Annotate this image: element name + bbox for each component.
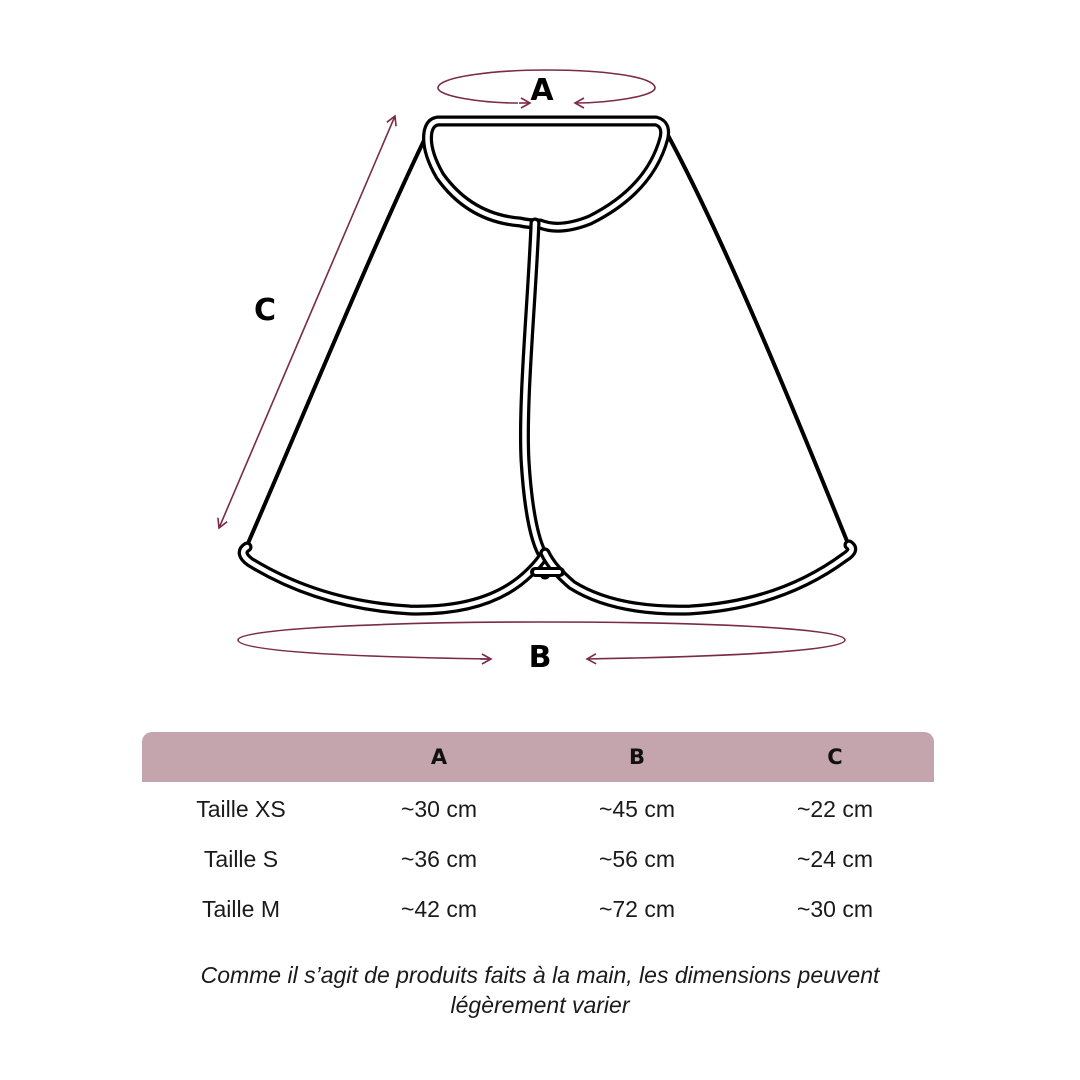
header-b: B	[538, 732, 736, 782]
value-b: ~56 cm	[598, 845, 676, 872]
value-b: ~45 cm	[598, 795, 676, 822]
measure-c-arrow	[306, 116, 395, 324]
label-a: A	[530, 73, 554, 108]
value-a: ~42 cm	[400, 895, 478, 922]
size-table	[142, 732, 934, 934]
measure-c	[219, 116, 395, 528]
table-row	[142, 782, 934, 834]
value-a: ~30 cm	[400, 795, 478, 822]
value-c: ~24 cm	[796, 845, 874, 872]
label-b: B	[528, 640, 552, 675]
table-row	[142, 884, 934, 934]
value-a: ~36 cm	[400, 845, 478, 872]
cape-left-side	[246, 128, 430, 548]
table-row	[142, 834, 934, 884]
value-b: ~72 cm	[598, 895, 676, 922]
value-c: ~22 cm	[796, 795, 874, 822]
size-name: Taille M	[202, 895, 280, 922]
disclaimer-line-2: légèrement varier	[450, 992, 630, 1018]
size-name: Taille XS	[196, 795, 286, 822]
disclaimer-line-1: Comme il s’agit de produits faits à la main, les dimensions peuvent	[200, 962, 880, 988]
cape-hem-right	[545, 545, 852, 610]
size-table-header-row	[142, 732, 934, 782]
cape-outline	[243, 121, 852, 610]
cape-right-side	[664, 128, 849, 546]
header-c: C	[736, 732, 934, 782]
label-c: C	[253, 293, 277, 328]
cape-collar	[428, 121, 665, 227]
size-name: Taille S	[203, 845, 279, 872]
handmade-disclaimer	[140, 960, 940, 1020]
cape-front-trim	[524, 223, 545, 574]
header-size	[142, 732, 340, 782]
cape-hem-left	[243, 547, 545, 610]
value-c: ~30 cm	[796, 895, 874, 922]
header-a: A	[340, 732, 538, 782]
